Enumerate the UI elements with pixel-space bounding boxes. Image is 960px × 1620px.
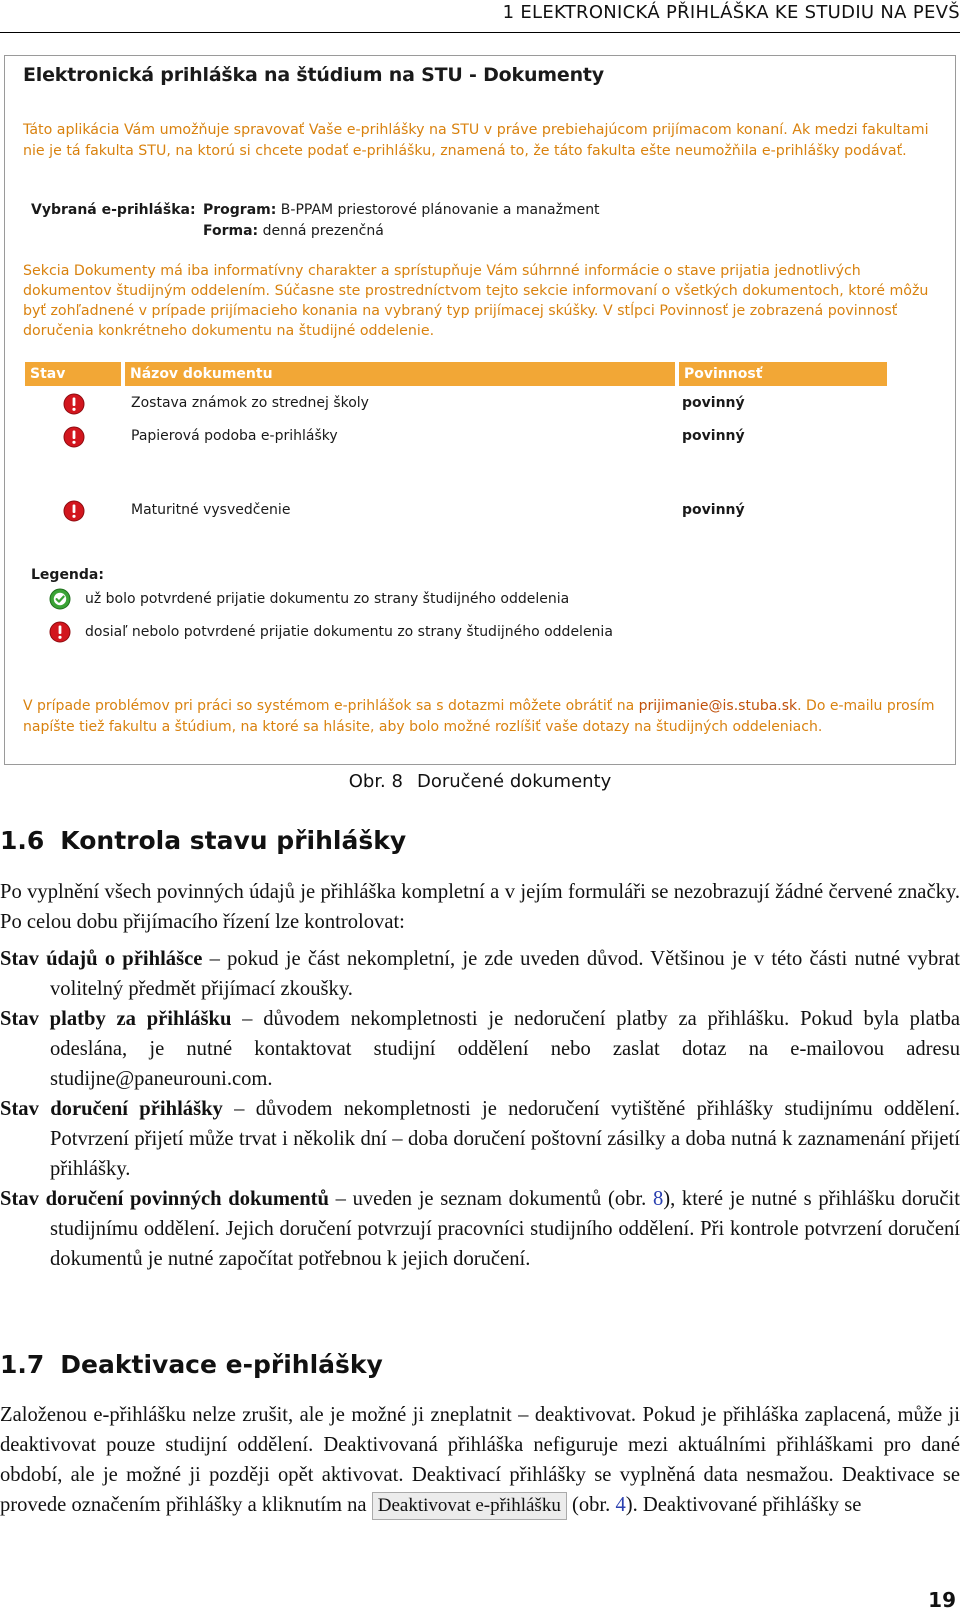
section-number: 1.7 [0, 1350, 45, 1379]
footer-text-before: V prípade problémov pri práci so systémom e-prihlášok sa s dotazmi môžete obrátiť na [23, 698, 639, 714]
deactivate-application-button[interactable]: Deaktivovat e-přihlášku [372, 1492, 567, 1520]
form-line [203, 223, 384, 239]
header-rule [0, 32, 960, 33]
item-term: Stav doručení povinných dokumentů [0, 1188, 329, 1210]
description-item [0, 944, 960, 1004]
selected-application-label: Vybraná e-prihláška: [31, 202, 196, 218]
caption-number: Obr. 8 [348, 771, 403, 792]
item-text: – uveden je seznam dokumentů (obr. [328, 1188, 653, 1210]
figure-app-title: Elektronická prihláška na štúdium na STU - Dokumenty [23, 64, 604, 86]
item-text: – důvodem nekompletnosti je nedoručení vytištěné přihlášky studijnímu oddělení. Potvrzení přijetí může trvat i několik dní – doba doručení poštovní zásilky a doba nutná k zaznamenání přijetí přihlášky. [50, 1098, 960, 1180]
item-term: Stav údajů o přihlášce [0, 948, 203, 970]
table-row [25, 390, 887, 420]
body-text: (obr. [566, 1494, 616, 1516]
footer-text-after: . Do e-mailu prosím napíšte tiež fakultu a štúdium, na ktoré sa hlásite, aby bolo možné rozlíšiť vaše dotazy na študijných oddeleniach. [23, 698, 935, 735]
support-email-link[interactable]: prijimanie@is.stuba.sk [638, 698, 798, 714]
document-name: Zostava známok zo strednej školy [131, 395, 369, 411]
section-title: Kontrola stavu přihlášky [60, 826, 407, 855]
figure-screenshot [4, 55, 956, 765]
item-text: ), které je nutné s přihlášku doručit studijnímu oddělení. Jejich doručení potvrzují pracovníci studijního oddělení. Při kontrole potvrzení doručení dokumentů je nutné započítat potřebnou k jejich doručení. [50, 1188, 960, 1270]
running-head: 1 ELEKTRONICKÁ PŘIHLÁŠKA KE STUDIU NA PEVŠ [502, 2, 960, 23]
program-line [203, 202, 600, 218]
error-icon [63, 393, 85, 415]
legend-text: už bolo potvrdené prijatie dokumentu zo strany študijného oddelenia [85, 591, 570, 607]
error-icon [63, 426, 85, 448]
description-item [0, 1004, 960, 1094]
check-icon [49, 588, 71, 610]
body-text: ). Deaktivované přihlášky se [625, 1494, 862, 1516]
document-obligation: povinný [682, 395, 745, 411]
figure-intro-text: Táto aplikácia Vám umožňuje spravovať Vaše e-prihlášky na STU v práve prebiehajúcom prijímacom konaní. Ak medzi fakultami nie je tá fakulta STU, na ktorú si chcete podať e-prihlášku, znamená to, že táto fakulta ešte neumožňila e-prihlášky podávať. [23, 122, 929, 159]
body-text: Založenou e-přihlášku nelze zrušit, ale je možné ji zneplatnit – deaktivovat. Pokud je přihláška zaplacená, může ji deaktivovat pouze studijní oddělení. Deaktivovaná přihláška nefiguruje mezi aktuálními přihláškami pro dané období, ale je možné ji později opět aktivovat. Deaktivací přihlášky se vyplněná data nesmažou. Deaktivace se provede označením přihlášky a kliknutím na [0, 1404, 960, 1516]
figure-reference-link[interactable]: 8 [652, 1188, 664, 1210]
section-number: 1.6 [0, 826, 45, 855]
table-header-row [25, 362, 887, 386]
document-obligation: povinný [682, 428, 745, 444]
document-name: Maturitné vysvedčenie [131, 502, 291, 518]
figure-reference-link[interactable]: 4 [615, 1494, 626, 1516]
section-title: Deaktivace e-přihlášky [60, 1350, 383, 1379]
program-value: B-PPAM priestorové plánovanie a manažment [280, 202, 600, 218]
documents-table [25, 362, 887, 518]
header-document-name[interactable]: Názov dokumentu [130, 366, 273, 382]
caption-text: Doručené dokumenty [416, 771, 612, 792]
program-label: Program: [203, 202, 277, 218]
document-obligation: povinný [682, 502, 745, 518]
error-icon [63, 500, 85, 522]
section-heading-1-6 [0, 826, 406, 855]
form-value: denná prezenčná [262, 223, 384, 239]
legend-title: Legenda: [31, 567, 104, 583]
section-1-6-intro: Po vyplnění všech povinných údajů je přihláška kompletní a v jejím formuláři se nezobrazují žádné červené značky. Po celou dobu přijímacího řízení lze kontrolovat: [0, 881, 960, 933]
document-name: Papierová podoba e-prihlášky [131, 428, 338, 444]
description-item [0, 1094, 960, 1184]
figure-footer-text [23, 696, 948, 738]
page-number: 19 [928, 1588, 956, 1612]
table-row [25, 497, 887, 527]
header-obligation[interactable]: Povinnosť [684, 366, 763, 382]
figure-caption [0, 771, 960, 792]
form-label: Forma: [203, 223, 259, 239]
legend-text: dosiaľ nebolo potvrdené prijatie dokumentu zo strany študijného oddelenia [85, 624, 613, 640]
figure-section-text: Sekcia Dokumenty má iba informatívny charakter a sprístupňuje Vám súhrnné informácie o stave prijatia jednotlivých dokumentov študijným oddelením. Súčasne ste prostredníctvom tejto sekcie informovaní o všetkých dokumentoch, ktoré môžu byť zohľadnené v prípade prijímacieho konania na vybraný typ prijímacej skúšky. V stĺpci Povinnosť je zobrazená povinnosť doručenia konkrétneho dokumentu na študijné oddelenie. [23, 263, 929, 339]
item-text: – pokud je část nekompletní, je zde uveden důvod. Většinou je v této části nutné vybrat volitelný předmět přijímací zkoušky. [50, 948, 960, 1000]
table-row [25, 423, 887, 453]
item-text: – důvodem nekompletnosti je nedoručení platby za přihlášku. Pokud byla platba odeslána, je nutné kontaktovat studijní oddělení nebo zaslat dotaz na e-mailovou adresu studijne@paneurouni.com. [50, 1008, 960, 1090]
section-1-7-body [0, 1400, 960, 1520]
item-term: Stav doručení přihlášky [0, 1098, 223, 1120]
error-icon [49, 621, 71, 643]
description-item [0, 1184, 960, 1274]
header-status[interactable]: Stav [30, 366, 66, 382]
item-term: Stav platby za přihlášku [0, 1008, 232, 1030]
section-heading-1-7 [0, 1350, 383, 1379]
